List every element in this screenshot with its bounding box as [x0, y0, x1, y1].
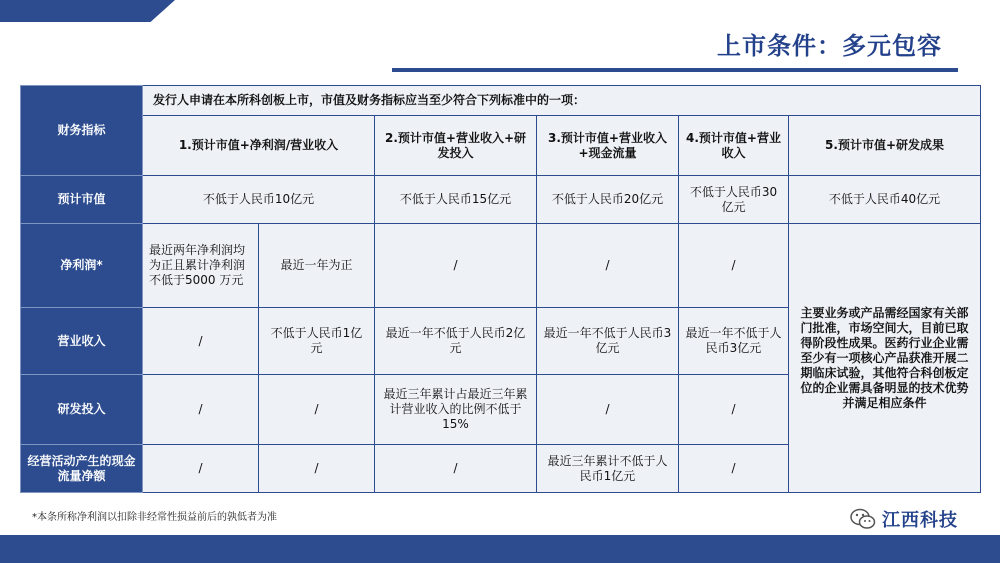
rnd-std3: / [537, 375, 679, 445]
brand-watermark [850, 506, 958, 532]
revenue-std1b: 不低于人民币1亿元 [259, 308, 375, 375]
corner-decoration [0, 0, 175, 22]
cash-flow-std2: / [375, 445, 537, 493]
revenue-std3: 最近一年不低于人民币3亿元 [537, 308, 679, 375]
listing-criteria-table [20, 85, 981, 493]
market-value-std3: 不低于人民币20亿元 [537, 176, 679, 224]
wechat-icon [850, 508, 876, 530]
row-header-revenue: 营业收入 [21, 308, 143, 375]
cash-flow-std1a: / [143, 445, 259, 493]
revenue-std1a: / [143, 308, 259, 375]
standard-3-header: 3.预计市值+营业收入+现金流量 [537, 116, 679, 176]
rnd-std2: 最近三年累计占最近三年累计营业收入的比例不低于15% [375, 375, 537, 445]
rnd-std4: / [679, 375, 789, 445]
standard-5-header: 5.预计市值+研发成果 [789, 116, 981, 176]
cash-flow-std1b: / [259, 445, 375, 493]
footnote: *本条所称净利润以扣除非经常性损益前后的孰低者为准 [32, 512, 277, 523]
row-header-cash-flow: 经营活动产生的现金流量净额 [21, 445, 143, 493]
row-header-financial-indicator: 财务指标 [21, 86, 143, 176]
table-row [21, 86, 981, 116]
revenue-std2: 最近一年不低于人民币2亿元 [375, 308, 537, 375]
standard-4-header: 4.预计市值+营业收入 [679, 116, 789, 176]
net-profit-std4: / [679, 224, 789, 308]
row-header-market-value: 预计市值 [21, 176, 143, 224]
page-title: 上市条件：多元包容 [717, 32, 942, 60]
table-row [21, 224, 981, 308]
market-value-std2: 不低于人民币15亿元 [375, 176, 537, 224]
table-row [21, 116, 981, 176]
net-profit-std1b: 最近一年为正 [259, 224, 375, 308]
table-intro: 发行人申请在本所科创板上市，市值及财务指标应当至少符合下列标准中的一项： [143, 86, 981, 116]
table-row [21, 176, 981, 224]
market-value-std1: 不低于人民币10亿元 [143, 176, 375, 224]
rnd-std1b: / [259, 375, 375, 445]
net-profit-std3: / [537, 224, 679, 308]
bottom-bar [0, 535, 1000, 563]
market-value-std5: 不低于人民币40亿元 [789, 176, 981, 224]
brand-name: 江西科技 [882, 510, 958, 531]
revenue-std4: 最近一年不低于人民币3亿元 [679, 308, 789, 375]
rnd-std1a: / [143, 375, 259, 445]
cash-flow-std3: 最近三年累计不低于人民币1亿元 [537, 445, 679, 493]
row-header-net-profit: 净利润* [21, 224, 143, 308]
standard-2-header: 2.预计市值+营业收入+研发投入 [375, 116, 537, 176]
net-profit-std1a: 最近两年净利润均为正且累计净利润不低于5000 万元 [143, 224, 259, 308]
row-header-rnd: 研发投入 [21, 375, 143, 445]
net-profit-std2: / [375, 224, 537, 308]
title-underline [392, 68, 958, 72]
standard-5-detail: 主要业务或产品需经国家有关部门批准，市场空间大，目前已取得阶段性成果。医药行业企业需至少有一项核心产品获准开展二期临床试验，其他符合科创板定位的企业需具备明显的技术优势并满足相应条件 [789, 224, 981, 493]
cash-flow-std4: / [679, 445, 789, 493]
standard-1-header: 1.预计市值+净利润/营业收入 [143, 116, 375, 176]
market-value-std4: 不低于人民币30亿元 [679, 176, 789, 224]
